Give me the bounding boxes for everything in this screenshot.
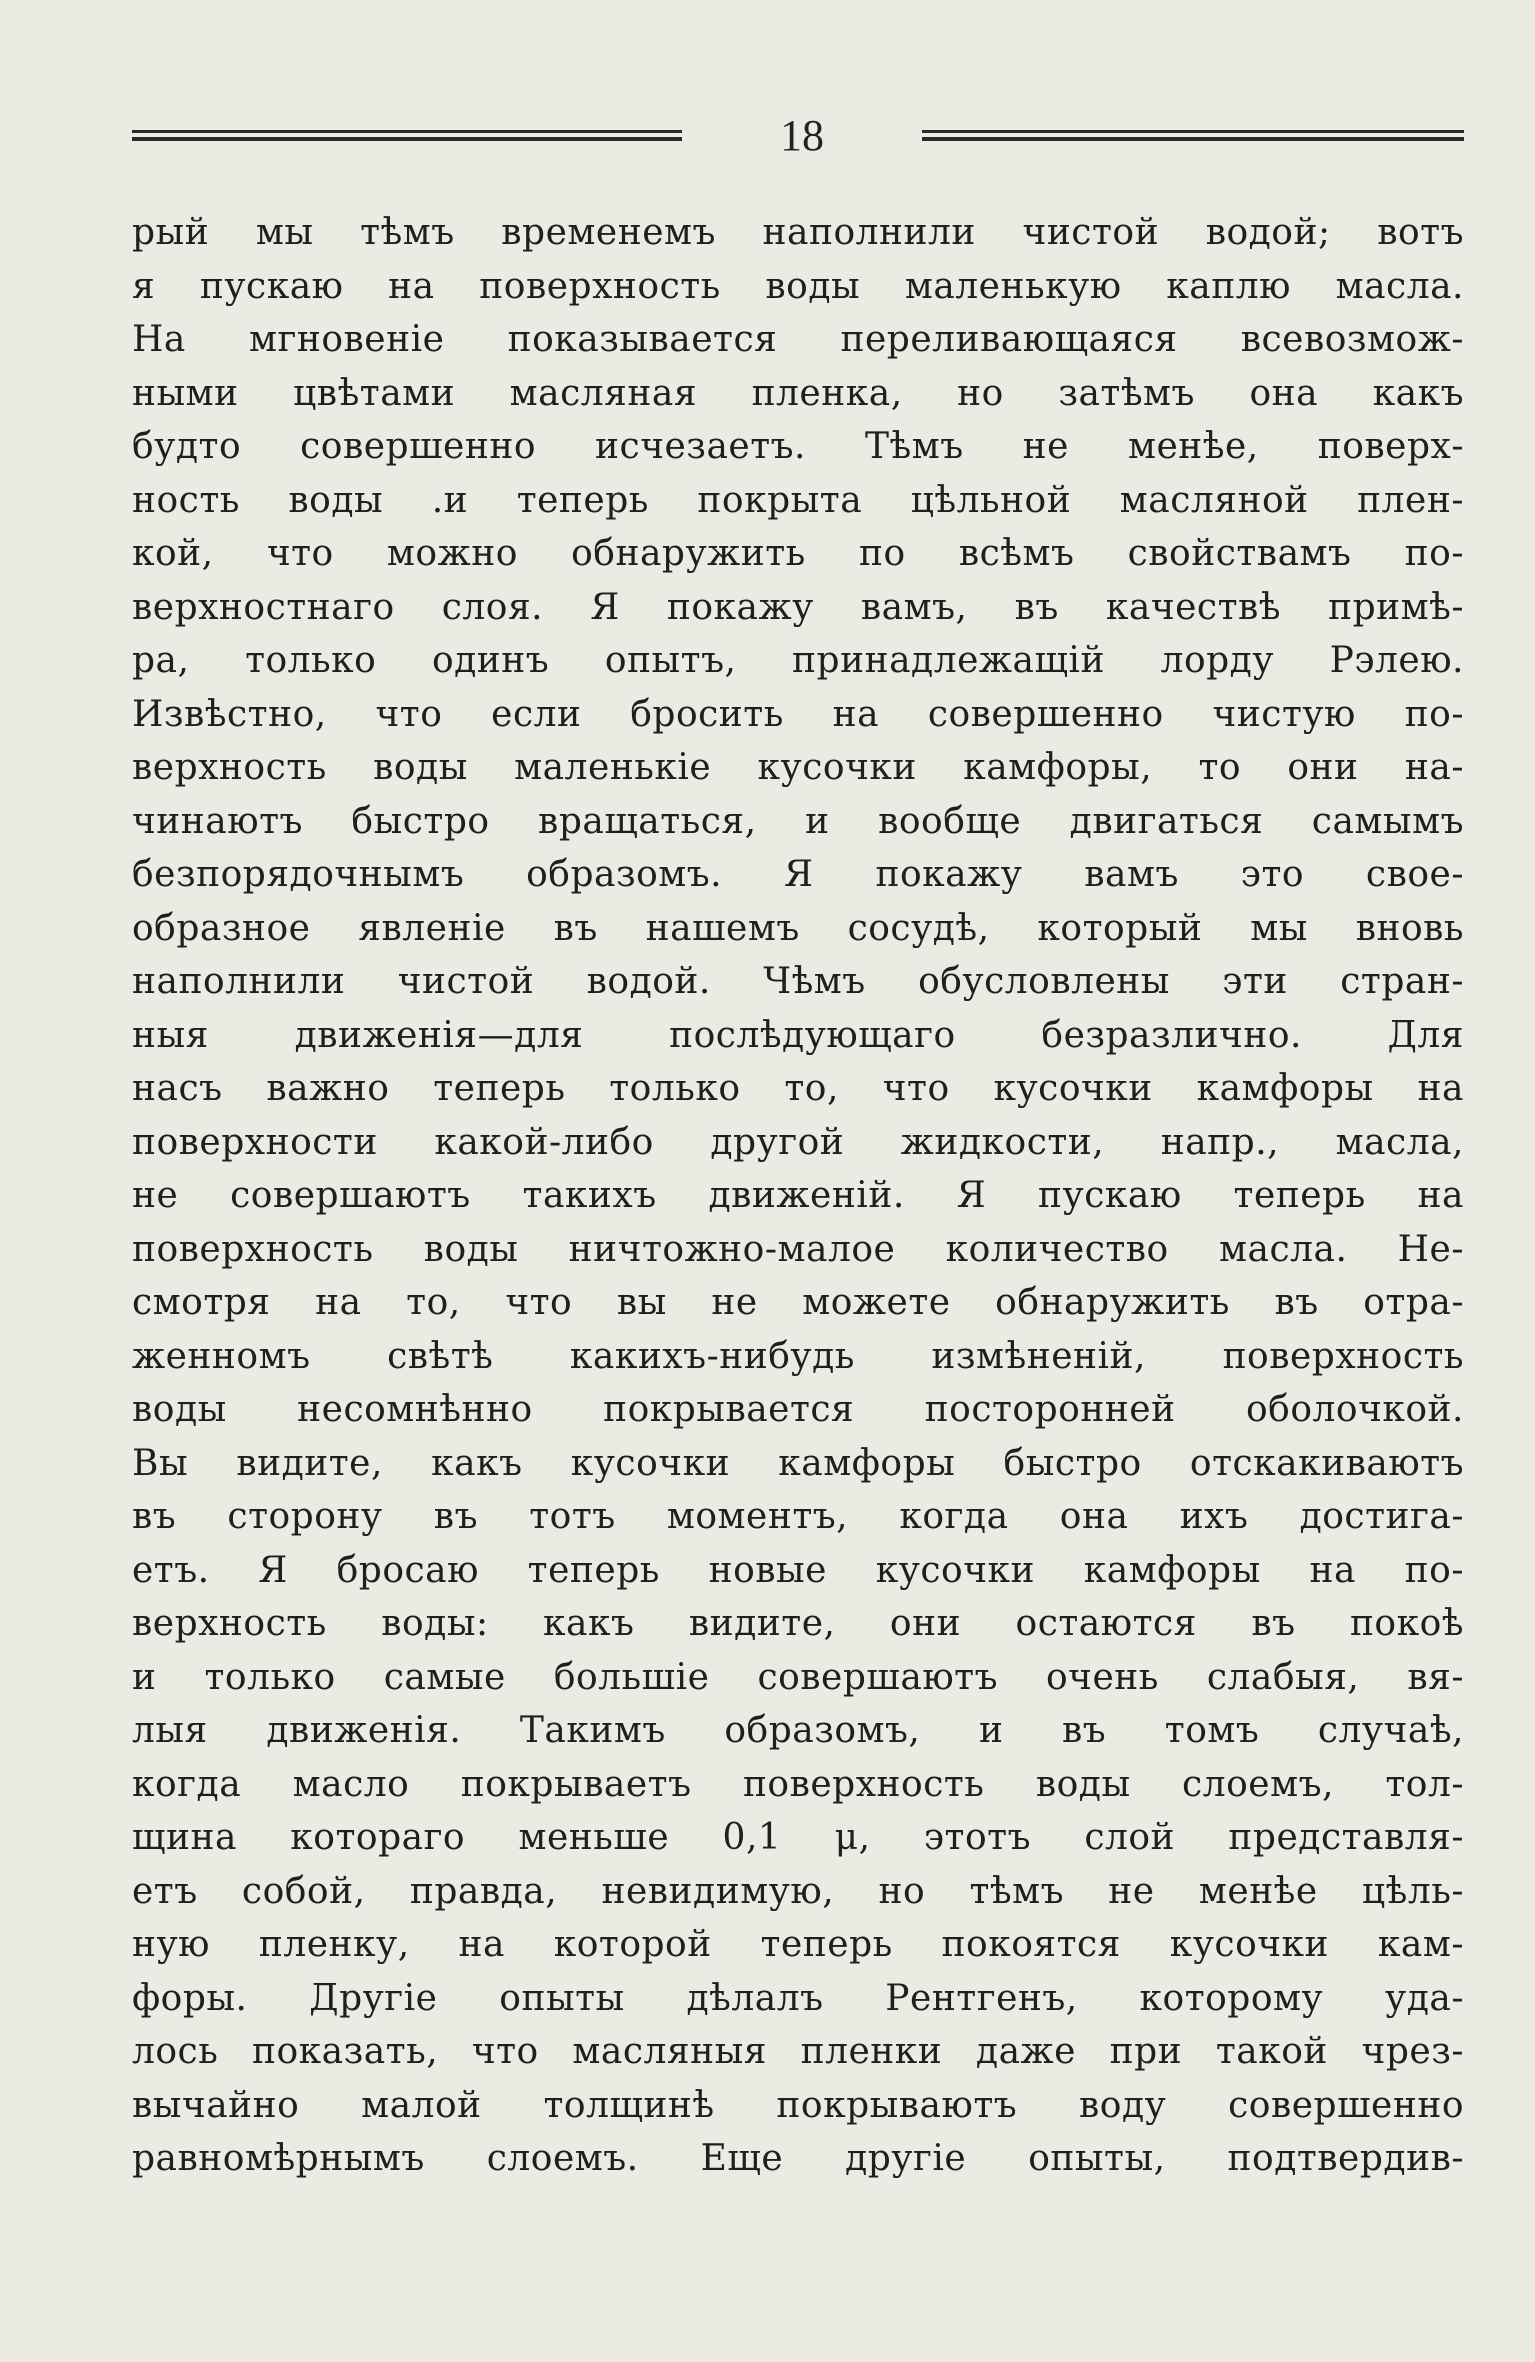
text-line: етъ. Я бросаю теперь новые кусочки камфоры на по- <box>132 1549 1464 1591</box>
header-rule-left <box>132 130 682 142</box>
header-rule-right <box>922 130 1464 142</box>
text-line: поверхность воды ничтожно-малое количество масла. Не- <box>132 1228 1464 1270</box>
text-line: Вы видите, какъ кусочки камфоры быстро отскакиваютъ <box>132 1442 1464 1484</box>
page-header <box>132 108 1464 168</box>
text-line: женномъ свѣтѣ какихъ-нибудь измѣненій, поверхность <box>132 1335 1464 1377</box>
text-line: щина котораго меньше 0,1 μ, этотъ слой представля- <box>132 1817 1464 1858</box>
text-line: наполнили чистой водой. Чѣмъ обусловлены эти стран- <box>132 961 1464 1002</box>
text-line: образное явленіе въ нашемъ сосудѣ, который мы вновь <box>132 907 1464 949</box>
text-line: ную пленку, на которой теперь покоятся кусочки кам- <box>132 1924 1464 1965</box>
page-number: 18 <box>780 111 824 160</box>
text-line: верхность воды маленькіе кусочки камфоры, то они на- <box>132 747 1464 788</box>
body-text <box>132 206 1464 2186</box>
text-line: лось показать, что масляныя пленки даже при такой чрез- <box>132 2031 1464 2072</box>
text-line: поверхности какой-либо другой жидкости, напр., масла, <box>132 1121 1464 1163</box>
text-line: равномѣрнымъ слоемъ. Еще другіе опыты, подтвердив- <box>132 2138 1464 2179</box>
text-line: ными цвѣтами масляная пленка, но затѣмъ она какъ <box>132 372 1464 414</box>
text-line: въ сторону въ тотъ моментъ, когда она ихъ достига- <box>132 1496 1464 1537</box>
text-line: ра, только одинъ опытъ, принадлежащій лорду Рэлею. <box>132 640 1464 681</box>
text-line: форы. Другіе опыты дѣлалъ Рентгенъ, которому уда- <box>132 1977 1464 2019</box>
text-line: будто совершенно исчезаетъ. Тѣмъ не менѣе, поверх- <box>132 426 1464 467</box>
text-line: етъ собой, правда, невидимую, но тѣмъ не менѣе цѣль- <box>132 1870 1464 1912</box>
text-line: смотря на то, что вы не можете обнаружить въ отра- <box>132 1282 1464 1323</box>
text-line: безпорядочнымъ образомъ. Я покажу вамъ это свое- <box>132 854 1464 895</box>
text-line: насъ важно теперь только то, что кусочки камфоры на <box>132 1068 1464 1109</box>
text-line: когда масло покрываетъ поверхность воды слоемъ, тол- <box>132 1763 1464 1805</box>
text-line: На мгновеніе показывается переливающаяся всевозмож- <box>132 319 1464 360</box>
text-line: рый мы тѣмъ временемъ наполнили чистой водой; вотъ <box>132 212 1464 253</box>
text-line: верхность воды: какъ видите, они остаются въ покоѣ <box>132 1603 1464 1644</box>
text-line: я пускаю на поверхность воды маленькую каплю масла. <box>132 265 1464 307</box>
text-line: лыя движенія. Такимъ образомъ, и въ томъ случаѣ, <box>132 1710 1464 1751</box>
text-line: ныя движенія—для послѣдующаго безразлично. Для <box>132 1014 1464 1056</box>
text-line: не совершаютъ такихъ движеній. Я пускаю теперь на <box>132 1175 1464 1216</box>
text-line: вычайно малой толщинѣ покрываютъ воду совершенно <box>132 2084 1464 2126</box>
text-line: верхностнаго слоя. Я покажу вамъ, въ качествѣ примѣ- <box>132 586 1464 628</box>
text-line: кой, что можно обнаружить по всѣмъ свойствамъ по- <box>132 533 1464 574</box>
text-line: воды несомнѣнно покрывается посторонней оболочкой. <box>132 1389 1464 1430</box>
text-line: чинаютъ быстро вращаться, и вообще двигаться самымъ <box>132 800 1464 842</box>
text-line: ность воды .и теперь покрыта цѣльной масляной плен- <box>132 479 1464 521</box>
text-line: Извѣстно, что если бросить на совершенно чистую по- <box>132 693 1464 735</box>
text-line: и только самые большіе совершаютъ очень слабыя, вя- <box>132 1656 1464 1698</box>
